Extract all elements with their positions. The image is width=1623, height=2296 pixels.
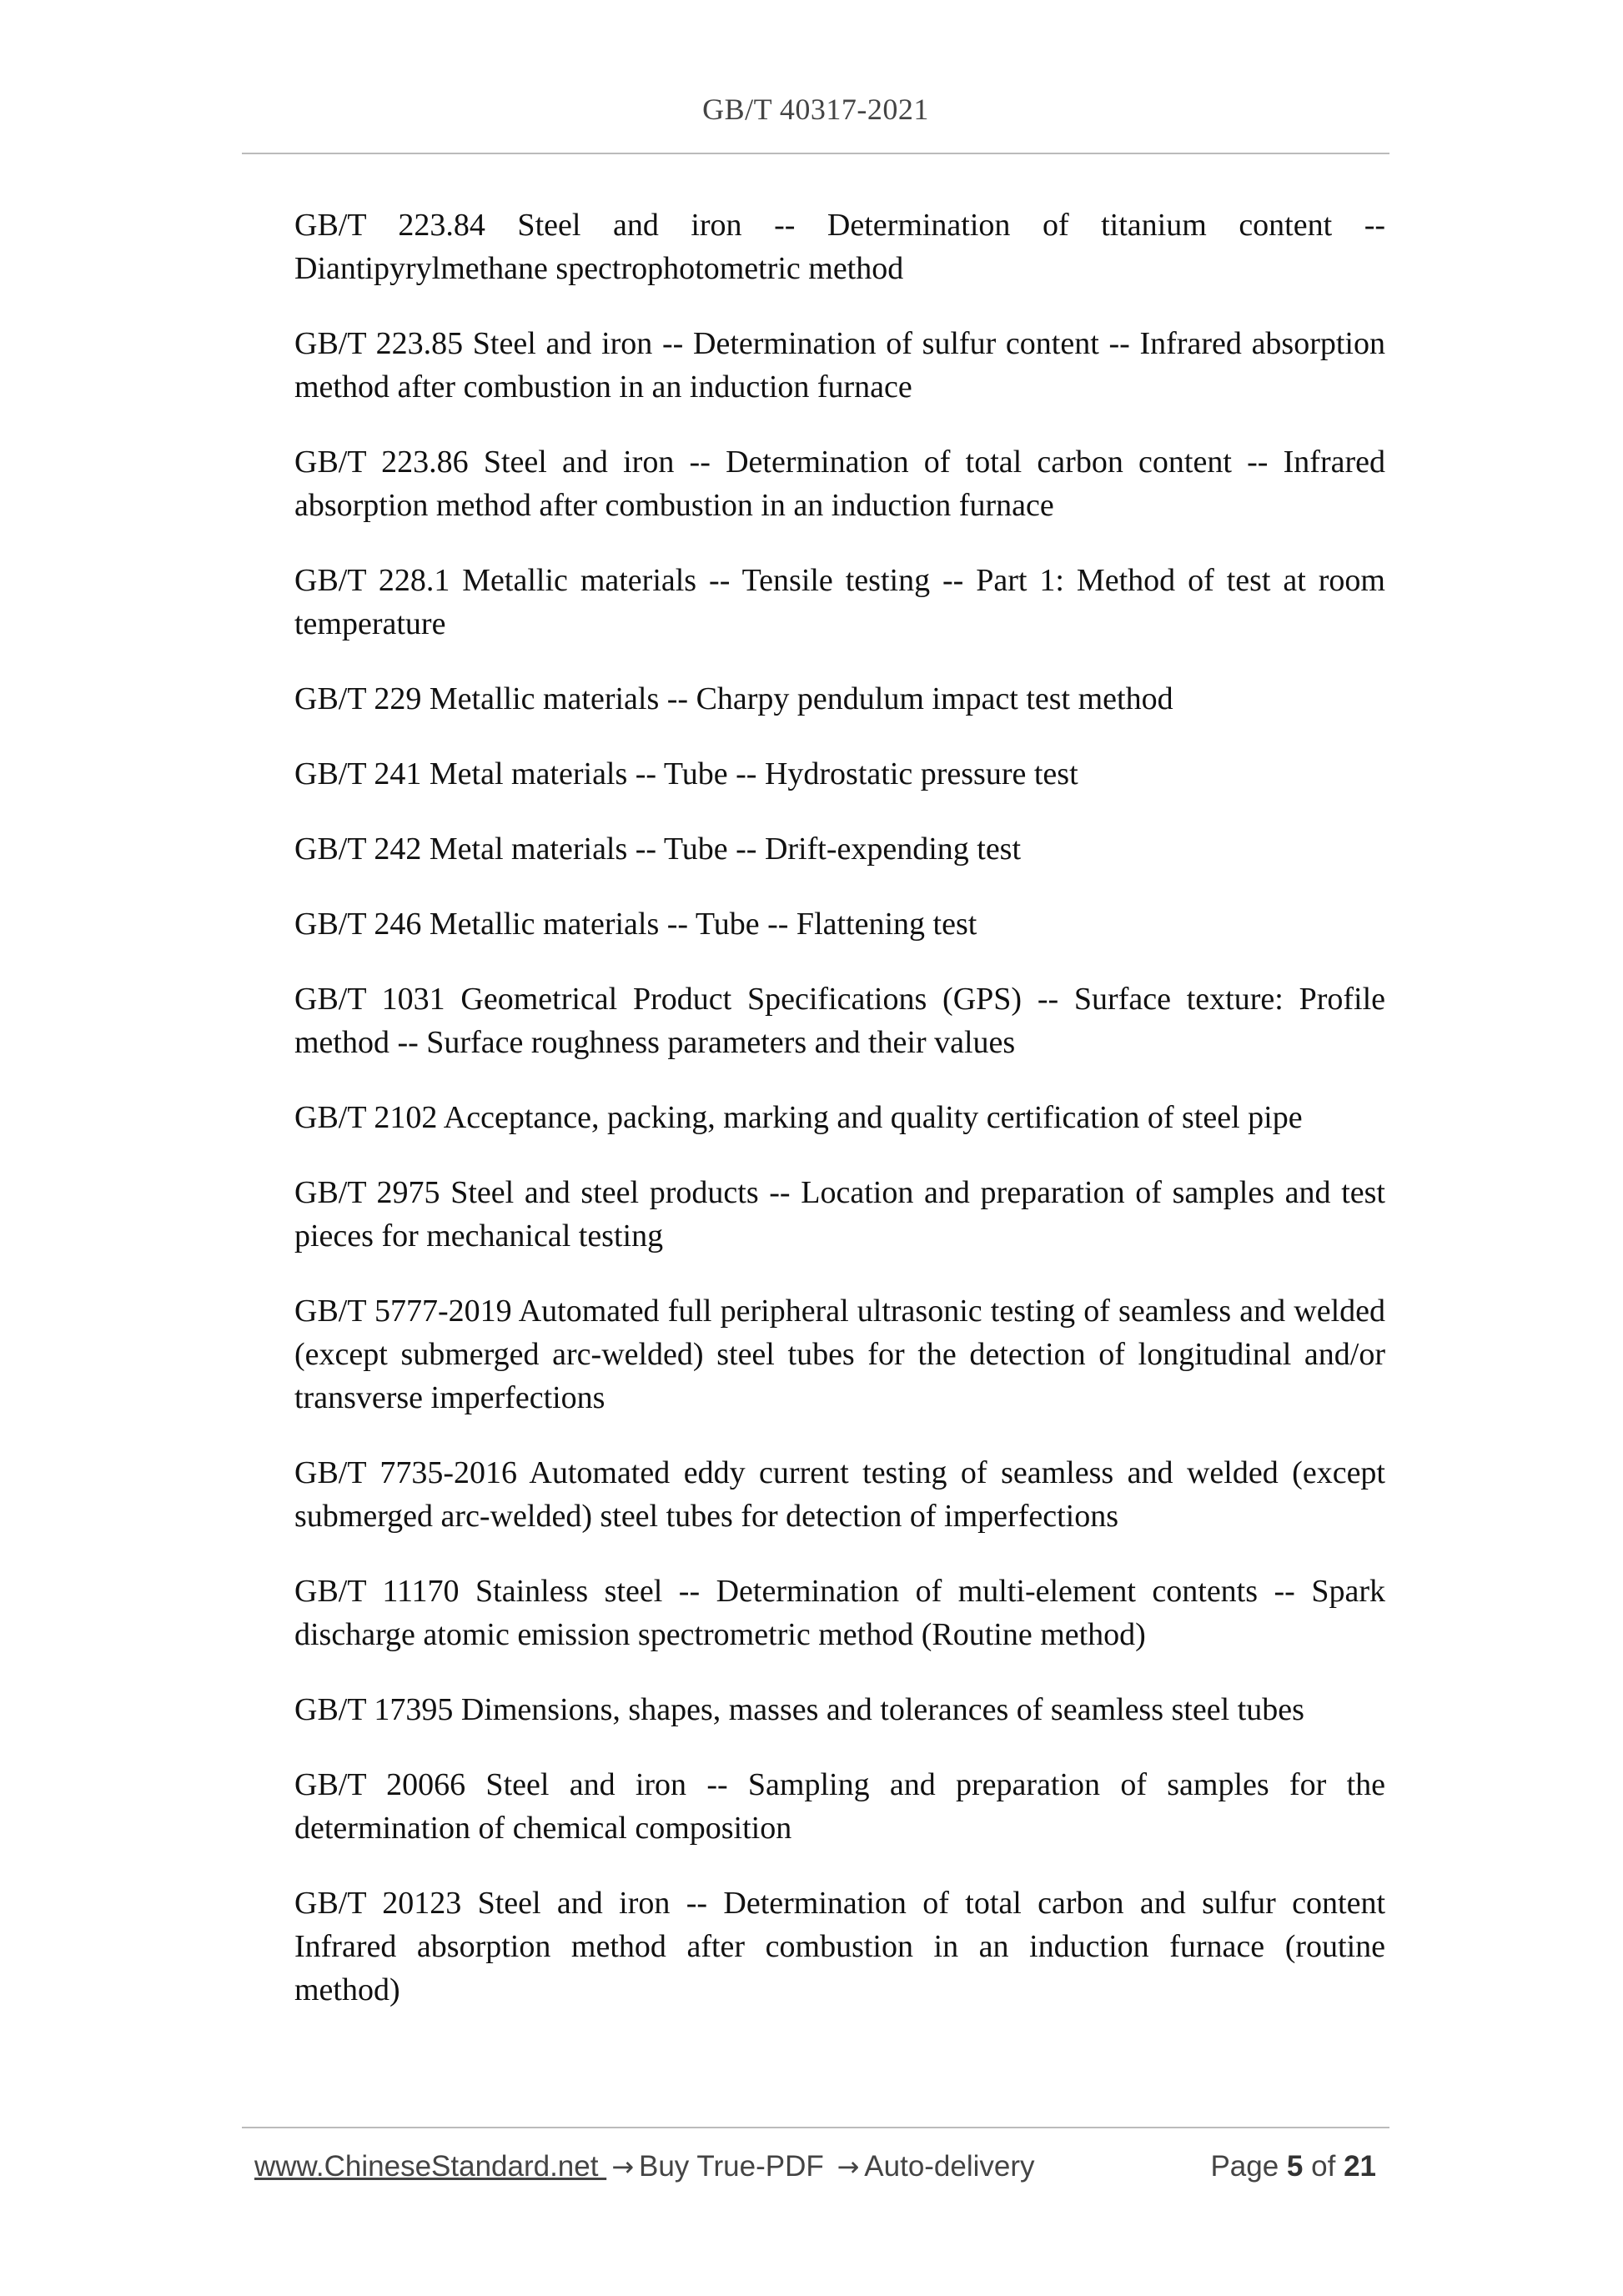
- reference-item: GB/T 223.84 Steel and iron -- Determination of titanium content -- Diantipyrylmethane spectrophotometric method: [294, 208, 1385, 286]
- reference-item: GB/T 223.85 Steel and iron -- Determination of sulfur content -- Infrared absorption method after combustion in an induction furnace: [294, 326, 1385, 404]
- footer-promo: [254, 2150, 1035, 2183]
- buy-true-pdf-text: Buy True-PDF: [639, 2150, 824, 2183]
- reference-item: GB/T 242 Metal materials -- Tube -- Drift-expending test: [294, 831, 1022, 867]
- reference-item: GB/T 241 Metal materials -- Tube -- Hydrostatic pressure test: [294, 756, 1078, 791]
- reference-item: GB/T 2975 Steel and steel products -- Location and preparation of samples and test pieces for mechanical testing: [294, 1175, 1385, 1254]
- page-total: 21: [1344, 2150, 1376, 2183]
- references-list: [294, 203, 1385, 2043]
- auto-delivery-text: Auto-delivery: [864, 2150, 1035, 2183]
- page-of-label: of: [1311, 2150, 1336, 2183]
- page-header-title: GB/T 40317-2021: [702, 93, 929, 126]
- arrow-right-icon: →: [611, 2151, 634, 2183]
- page-label: Page: [1210, 2150, 1279, 2183]
- reference-item: GB/T 2102 Acceptance, packing, marking and quality certification of steel pipe: [294, 1100, 1303, 1135]
- reference-item: GB/T 223.86 Steel and iron -- Determination of total carbon content -- Infrared absorption method after combustion in an induction furnace: [294, 445, 1385, 523]
- reference-item: GB/T 228.1 Metallic materials -- Tensile testing -- Part 1: Method of test at room temperature: [294, 563, 1385, 641]
- page-number: [1210, 2150, 1376, 2183]
- header-divider: [242, 153, 1389, 154]
- reference-item: GB/T 17395 Dimensions, shapes, masses and tolerances of seamless steel tubes: [294, 1692, 1304, 1727]
- reference-item: GB/T 20066 Steel and iron -- Sampling and preparation of samples for the determination of chemical composition: [294, 1767, 1385, 1846]
- reference-item: GB/T 1031 Geometrical Product Specifications (GPS) -- Surface texture: Profile method -- Surface roughness parameters and their values: [294, 982, 1385, 1060]
- website-link[interactable]: www.ChineseStandard.net: [254, 2150, 607, 2183]
- arrow-right-icon: →: [837, 2151, 860, 2183]
- footer-divider: [242, 2127, 1389, 2128]
- page-current: 5: [1286, 2150, 1304, 2183]
- reference-item: GB/T 229 Metallic materials -- Charpy pendulum impact test method: [294, 681, 1173, 716]
- reference-item: GB/T 11170 Stainless steel -- Determination of multi-element contents -- Spark discharge atomic emission spectrometric method (Routine method): [294, 1574, 1385, 1652]
- reference-item: GB/T 5777-2019 Automated full peripheral ultrasonic testing of seamless and welded (except submerged arc-welded) steel tubes for the detection of longitudinal and/or transverse imperfections: [294, 1294, 1385, 1415]
- reference-item: GB/T 20123 Steel and iron -- Determination of total carbon and sulfur content Infrared absorption method after combustion in an induction furnace (routine method): [294, 1886, 1385, 2007]
- reference-item: GB/T 7735-2016 Automated eddy current testing of seamless and welded (except submerged arc-welded) steel tubes for detection of imperfections: [294, 1455, 1385, 1534]
- page-footer: [254, 2150, 1380, 2192]
- reference-item: GB/T 246 Metallic materials -- Tube -- Flattening test: [294, 907, 977, 942]
